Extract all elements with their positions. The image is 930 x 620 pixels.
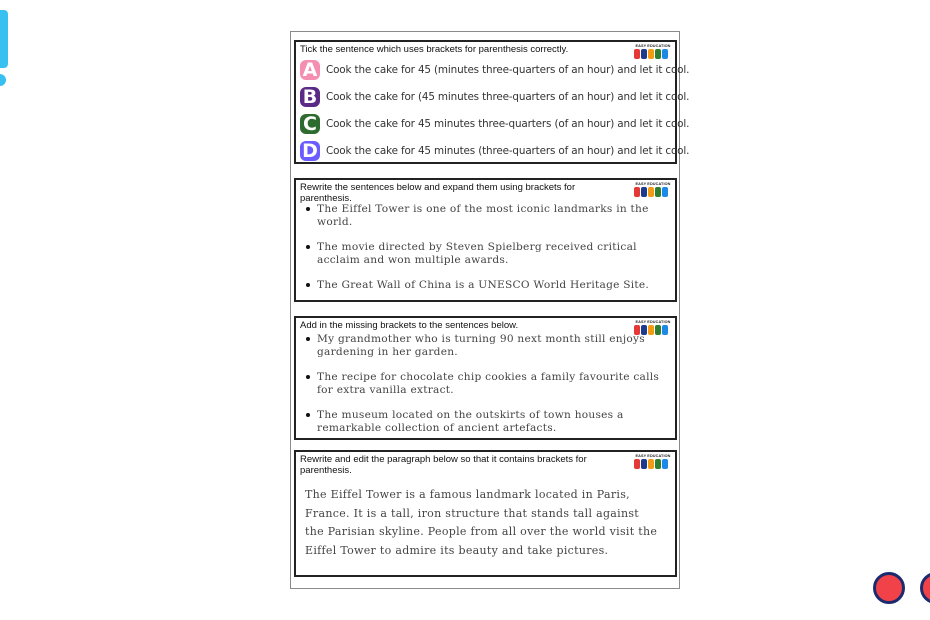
list-item: The museum located on the outskirts of town houses a remarkable collection of ancient artefacts. (305, 409, 661, 434)
section-tick-sentence (294, 40, 690, 164)
section-edit-paragraph (294, 450, 677, 577)
letter-d-icon: D (300, 141, 320, 161)
scribble-logo-icon (873, 572, 905, 604)
list-item: The movie directed by Steven Spielberg received critical acclaim and won multiple awards. (305, 241, 661, 266)
list-item: The Eiffel Tower is one of the most iconic landmarks in the world. (305, 203, 661, 228)
sentence-list (305, 203, 661, 292)
section-rewrite-expand (294, 178, 677, 302)
letter-b-icon: B (300, 87, 320, 107)
sentence-list (305, 333, 661, 434)
scribble-logo-icon (920, 572, 930, 604)
worksheet-page (290, 31, 690, 589)
easy-education-logo: EASY EDUCATION (632, 320, 672, 340)
option-a[interactable] (300, 59, 689, 81)
easy-education-logo: EASY EDUCATION (632, 454, 672, 474)
option-text: Cook the cake for 45 minutes three-quarters (of an hour) and let it cool. (326, 118, 690, 130)
option-text: Cook the cake for 45 minutes (three-quarters of an hour) and let it cool. (326, 145, 690, 157)
section-title: Rewrite the sentences below and expand them using brackets for parenthesis. (300, 182, 576, 204)
section-title: Tick the sentence which uses brackets for parenthesis correctly. (300, 44, 569, 55)
section-title: Add in the missing brackets to the sentences below. (300, 320, 519, 331)
option-text: Cook the cake for (45 minutes three-quarters of an hour) and let it cool. (326, 91, 690, 103)
option-text: Cook the cake for 45 (minutes three-quarters of an hour) and let it cool. (326, 64, 690, 76)
letter-a-icon: A (300, 60, 320, 80)
decorative-dot-left (0, 74, 6, 86)
list-item: The recipe for chocolate chip cookies a family favourite calls for extra vanilla extract. (305, 371, 661, 396)
section-missing-brackets (294, 316, 677, 440)
option-c[interactable] (300, 113, 689, 135)
option-b[interactable] (300, 86, 689, 108)
easy-education-logo: EASY EDUCATION (632, 44, 672, 64)
paragraph-text: The Eiffel Tower is a famous landmark located in Paris, France. It is a tall, iron structure that stands tall against the Parisian skyline. People from all over the world visit the Eiffel Tower to admire its beauty and take pictures. (305, 488, 658, 557)
easy-education-logo: EASY EDUCATION (632, 182, 672, 202)
section-title: Rewrite and edit the paragraph below so that it contains brackets for parenthesis. (300, 454, 587, 476)
decorative-shape-left (0, 10, 8, 68)
list-item: The Great Wall of China is a UNESCO World Heritage Site. (305, 279, 661, 292)
letter-c-icon: C (300, 114, 320, 134)
list-item: My grandmother who is turning 90 next month still enjoys gardening in her garden. (305, 333, 661, 358)
option-d[interactable] (300, 140, 689, 162)
